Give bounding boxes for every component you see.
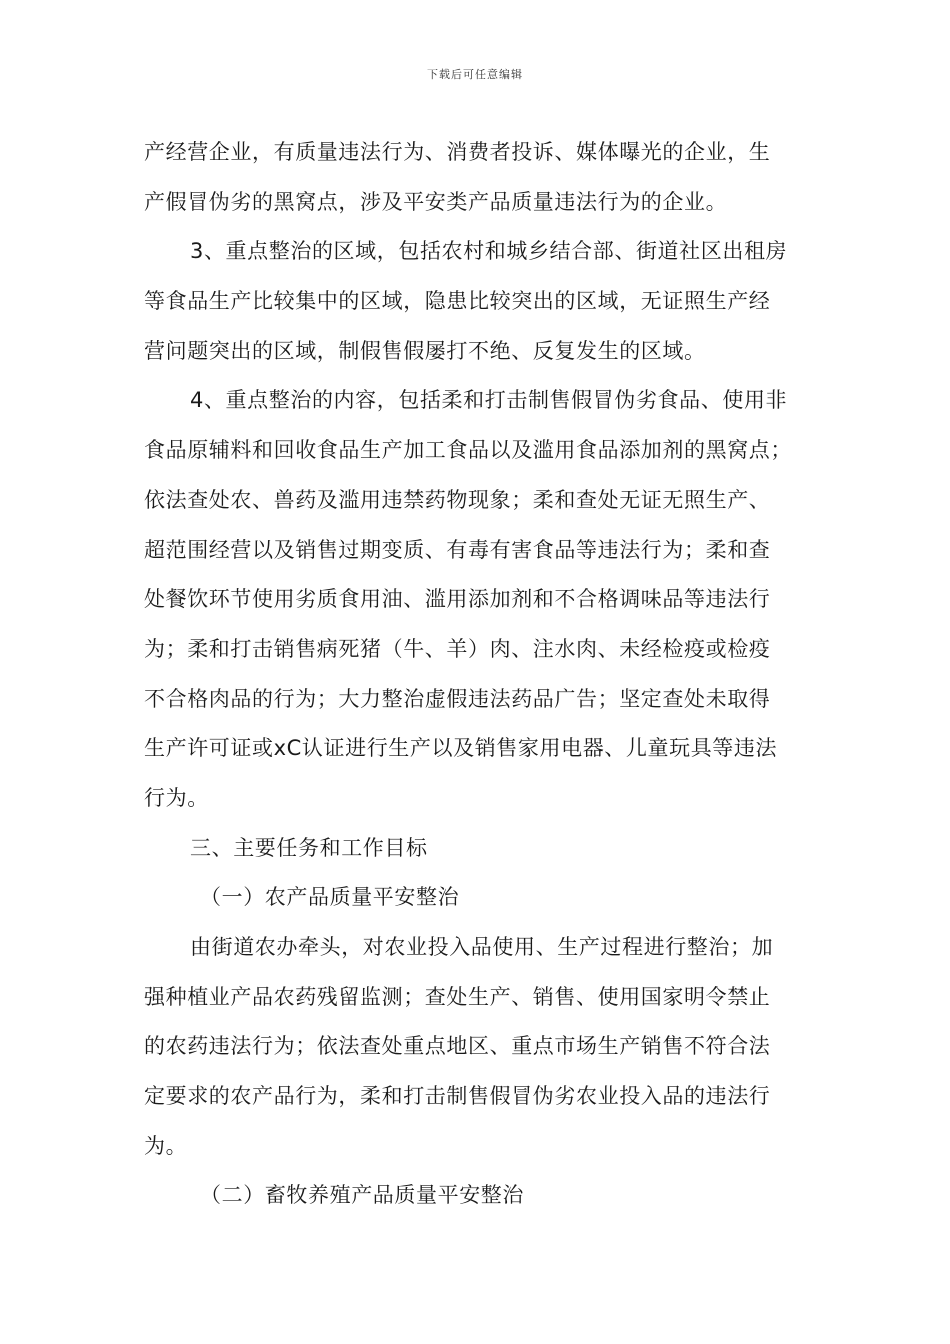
text-line: 由街道农办牵头，对农业投入品使用、生产过程进行整治；加: [190, 935, 774, 959]
text-line: 营问题突出的区域，制假售假屡打不绝、反复发生的区域。: [144, 338, 706, 363]
text-line: 的农药违法行为；依法查处重点地区、重点市场生产销售不符合法: [144, 1034, 771, 1059]
text-line: 3、重点整治的区域，包括农村和城乡结合部、街道社区出租房: [190, 239, 788, 264]
text-line: （二）畜牧养殖产品质量平安整治: [200, 1183, 524, 1208]
text-line: 为。: [144, 1133, 188, 1158]
text-line: 强种植业产品农药残留监测；查处生产、销售、使用国家明令禁止: [144, 984, 771, 1009]
text-line: 超范围经营以及销售过期变质、有毒有害食品等违法行为；柔和查: [144, 537, 771, 562]
text-line: 三、主要任务和工作目标: [190, 835, 428, 860]
text-line: 不合格肉品的行为；大力整治虚假违法药品广告；坚定查处未取得: [144, 686, 771, 711]
text-line: 生产许可证或xC认证进行生产以及销售家用电器、儿童玩具等违法: [144, 736, 778, 761]
page-header: 下载后可任意编辑: [427, 68, 523, 81]
document-body: [144, 128, 824, 1221]
text-line: 行为。: [144, 785, 209, 810]
text-line: （一）农产品质量平安整治: [200, 885, 460, 910]
text-line: 4、重点整治的内容，包括柔和打击制售假冒伪劣食品、使用非: [190, 388, 788, 413]
text-line: 为；柔和打击销售病死猪（牛、羊）肉、注水肉、未经检疫或检疫: [144, 636, 771, 661]
text-line: 等食品生产比较集中的区域，隐患比较突出的区域，无证照生产经: [144, 289, 771, 314]
text-line: 食品原辅料和回收食品生产加工食品以及滥用食品添加剂的黑窝点；: [144, 438, 792, 463]
text-line: 产经营企业，有质量违法行为、消费者投诉、媒体曝光的企业，生: [144, 140, 771, 164]
text-line: 依法查处农、兽药及滥用违禁药物现象；柔和查处无证无照生产、: [144, 487, 771, 512]
text-line: 处餐饮环节使用劣质食用油、滥用添加剂和不合格调味品等违法行: [144, 587, 771, 612]
text-line: 定要求的农产品行为，柔和打击制售假冒伪劣农业投入品的违法行: [144, 1084, 771, 1109]
text-line: 产假冒伪劣的黑窝点，涉及平安类产品质量违法行为的企业。: [144, 189, 728, 214]
